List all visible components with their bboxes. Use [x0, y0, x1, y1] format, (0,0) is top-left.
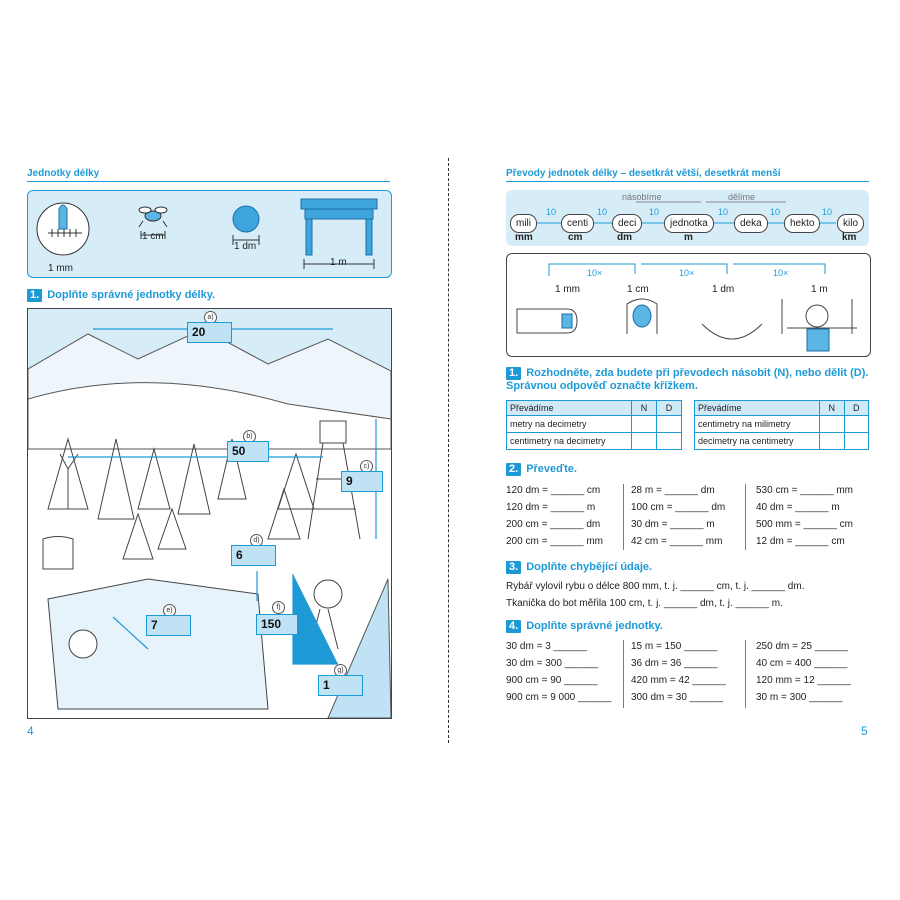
task4-separator-2 — [745, 640, 746, 708]
table-left-head: Převádíme — [507, 401, 632, 416]
table-left-head-d: D — [657, 401, 682, 416]
map-drawing — [48, 579, 268, 709]
scale-multiply-label: násobíme — [622, 192, 662, 202]
task4-c3-r3[interactable]: 120 mm = 12 ______ — [756, 675, 851, 686]
task2-c3-r1[interactable]: 530 cm = ______ mm — [756, 485, 853, 496]
table-right-row-2: decimetry na centimetry — [695, 433, 820, 450]
left-page-number: 4 — [27, 724, 34, 738]
right-task1-text: Rozhodněte, zda budete při převodech násobit (N), nebo dělit (D). Správnou odpověď označte křížkem. — [506, 367, 869, 392]
label-g: g) — [334, 664, 347, 677]
task2-c2-r1[interactable]: 28 m = ______ dm — [631, 485, 715, 496]
unit-hekto: hekto — [784, 214, 820, 233]
task4-c1-r4[interactable]: 900 cm = 9 000 ______ — [506, 692, 612, 703]
label-b: b) — [243, 430, 256, 443]
illus-1dm: 1 dm — [712, 284, 735, 295]
task4-c2-r1[interactable]: 15 m = 150 ______ — [631, 641, 718, 652]
sub-cm: cm — [568, 232, 583, 243]
sub-dm: dm — [617, 232, 632, 243]
conversion-scale-panel — [506, 190, 869, 246]
table-left-row-2: centimetry na decimetry — [507, 433, 632, 450]
left-task1-text: Doplňte správné jednotky délky. — [47, 289, 216, 301]
sub-m: m — [684, 232, 693, 243]
label-a: a) — [204, 311, 217, 324]
task2-c1-r2[interactable]: 120 dm = ______ m — [506, 502, 596, 513]
task4-c1-r2[interactable]: 30 dm = 300 ______ — [506, 658, 599, 669]
task2-c3-r3[interactable]: 500 mm = ______ cm — [756, 519, 853, 530]
task2-separator-1 — [623, 484, 624, 550]
task4-c3-r2[interactable]: 40 cm = 400 ______ — [756, 658, 848, 669]
task4-c1-r3[interactable]: 900 cm = 90 ______ — [506, 675, 598, 686]
times-ten-1: 10× — [587, 268, 603, 278]
table-left-cell-n-2[interactable] — [632, 433, 657, 450]
task2-c1-r4[interactable]: 200 cm = ______ mm — [506, 536, 603, 547]
unit-jednotka: jednotka — [664, 214, 714, 233]
landscape-drawing — [28, 309, 391, 718]
answer-box-d[interactable]: 6 — [231, 545, 276, 566]
task4-c2-r2[interactable]: 36 dm = 36 ______ — [631, 658, 718, 669]
ten-4: 10 — [718, 207, 729, 217]
answer-box-b[interactable]: 50 — [227, 441, 269, 462]
conversion-table-right — [694, 400, 869, 450]
table-right-head-n: N — [820, 401, 845, 416]
right-task1-number: 1. — [506, 367, 521, 380]
right-task2-text: Převeďte. — [526, 463, 577, 475]
times-ten-3: 10× — [773, 268, 789, 278]
task2-c2-r3[interactable]: 30 dm = ______ m — [631, 519, 715, 530]
task2-c3-r2[interactable]: 40 dm = ______ m — [756, 502, 840, 513]
answer-box-a[interactable]: 20 — [187, 322, 232, 343]
table-left-head-n: N — [632, 401, 657, 416]
label-1dm: 1 dm — [234, 241, 257, 252]
right-page-header: Převody jednotek délky – desetkrát větší, desetkrát menší — [506, 168, 781, 179]
right-task2-heading — [506, 463, 577, 476]
label-d: d) — [250, 534, 263, 547]
task2-c2-r2[interactable]: 100 cm = ______ dm — [631, 502, 726, 513]
ten-2: 10 — [597, 207, 608, 217]
scale-divide-label: dělíme — [728, 192, 756, 202]
right-task4-heading — [506, 620, 663, 633]
task4-c2-r4[interactable]: 300 dm = 30 ______ — [631, 692, 724, 703]
label-f: f) — [272, 601, 285, 614]
right-task1-heading — [506, 367, 869, 393]
deer-drawing — [43, 454, 78, 569]
right-task3-heading — [506, 561, 652, 574]
label-e: e) — [163, 604, 176, 617]
table-right-head-d: D — [844, 401, 869, 416]
right-task3-number: 3. — [506, 561, 521, 574]
hands-illustration-panel — [506, 253, 871, 357]
illus-1m: 1 m — [811, 284, 828, 295]
right-header-rule — [506, 181, 869, 182]
illus-1cm: 1 cm — [627, 284, 649, 295]
right-task4-number: 4. — [506, 620, 521, 633]
left-page-header: Jednotky délky — [27, 168, 100, 179]
ten-3: 10 — [649, 207, 660, 217]
task4-c2-r3[interactable]: 420 mm = 42 ______ — [631, 675, 726, 686]
right-page-number: 5 — [861, 724, 868, 738]
ten-6: 10 — [822, 207, 833, 217]
task4-c3-r4[interactable]: 30 m = 300 ______ — [756, 692, 843, 703]
answer-box-g[interactable]: 1 — [318, 675, 363, 696]
table-right-cell-d-2[interactable] — [844, 433, 869, 450]
unit-deci: deci — [612, 214, 642, 233]
task4-separator-1 — [623, 640, 624, 708]
unit-deka: deka — [734, 214, 768, 233]
landscape-picture — [27, 308, 392, 719]
answer-box-f[interactable]: 150 — [256, 614, 298, 635]
page-fold-line — [448, 158, 449, 743]
answer-box-e[interactable]: 7 — [146, 615, 191, 636]
right-task4-text: Doplňte správné jednotky. — [526, 620, 663, 632]
table-right-row-1: centimetry na milimetry — [695, 416, 820, 433]
illus-1mm: 1 mm — [555, 284, 580, 295]
sub-mm: mm — [515, 232, 533, 243]
unit-centi: centi — [561, 214, 594, 233]
task2-c1-r1[interactable]: 120 dm = ______ cm — [506, 485, 601, 496]
task3-line-2[interactable]: Tkanička do bot měřila 100 cm, t. j. ______ dm, t. j. ______ m. — [506, 598, 783, 609]
unit-kilo: kilo — [837, 214, 864, 233]
task4-c3-r1[interactable]: 250 dm = 25 ______ — [756, 641, 849, 652]
ten-5: 10 — [770, 207, 781, 217]
unit-mili: mili — [510, 214, 537, 233]
task2-c3-r4[interactable]: 12 dm = ______ cm — [756, 536, 845, 547]
fly-icon — [139, 207, 167, 227]
task2-c1-r3[interactable]: 200 cm = ______ dm — [506, 519, 601, 530]
label-c: c) — [360, 460, 373, 473]
right-task3-text: Doplňte chybějící údaje. — [526, 561, 653, 573]
table-left-cell-n-1[interactable] — [632, 416, 657, 433]
label-1m: 1 m — [330, 257, 347, 268]
table-left-row-1: metry na decimetry — [507, 416, 632, 433]
task2-separator-2 — [745, 484, 746, 550]
label-1cm: 1 cm — [142, 231, 164, 242]
task2-c2-r4[interactable]: 42 cm = ______ mm — [631, 536, 723, 547]
table-left-cell-d-1[interactable] — [657, 416, 682, 433]
table-right-cell-d-1[interactable] — [844, 416, 869, 433]
left-task1-heading — [27, 289, 215, 302]
answer-box-c[interactable]: 9 — [341, 471, 383, 492]
label-1mm: 1 mm — [48, 263, 73, 274]
conversion-table-left — [506, 400, 682, 450]
ten-1: 10 — [546, 207, 557, 217]
units-panel — [27, 190, 392, 278]
left-task1-number: 1. — [27, 289, 42, 302]
table-right-cell-n-2[interactable] — [820, 433, 845, 450]
table-right-head: Převádíme — [695, 401, 820, 416]
left-header-rule — [27, 181, 390, 182]
task3-line-1[interactable]: Rybář vylovil rybu o délce 800 mm, t. j. ______ cm, t. j. ______ dm. — [506, 581, 805, 592]
times-ten-2: 10× — [679, 268, 695, 278]
right-task2-number: 2. — [506, 463, 521, 476]
task4-c1-r1[interactable]: 30 dm = 3 ______ — [506, 641, 587, 652]
sub-km: km — [842, 232, 857, 243]
table-left-cell-d-2[interactable] — [657, 433, 682, 450]
table-right-cell-n-1[interactable] — [820, 416, 845, 433]
